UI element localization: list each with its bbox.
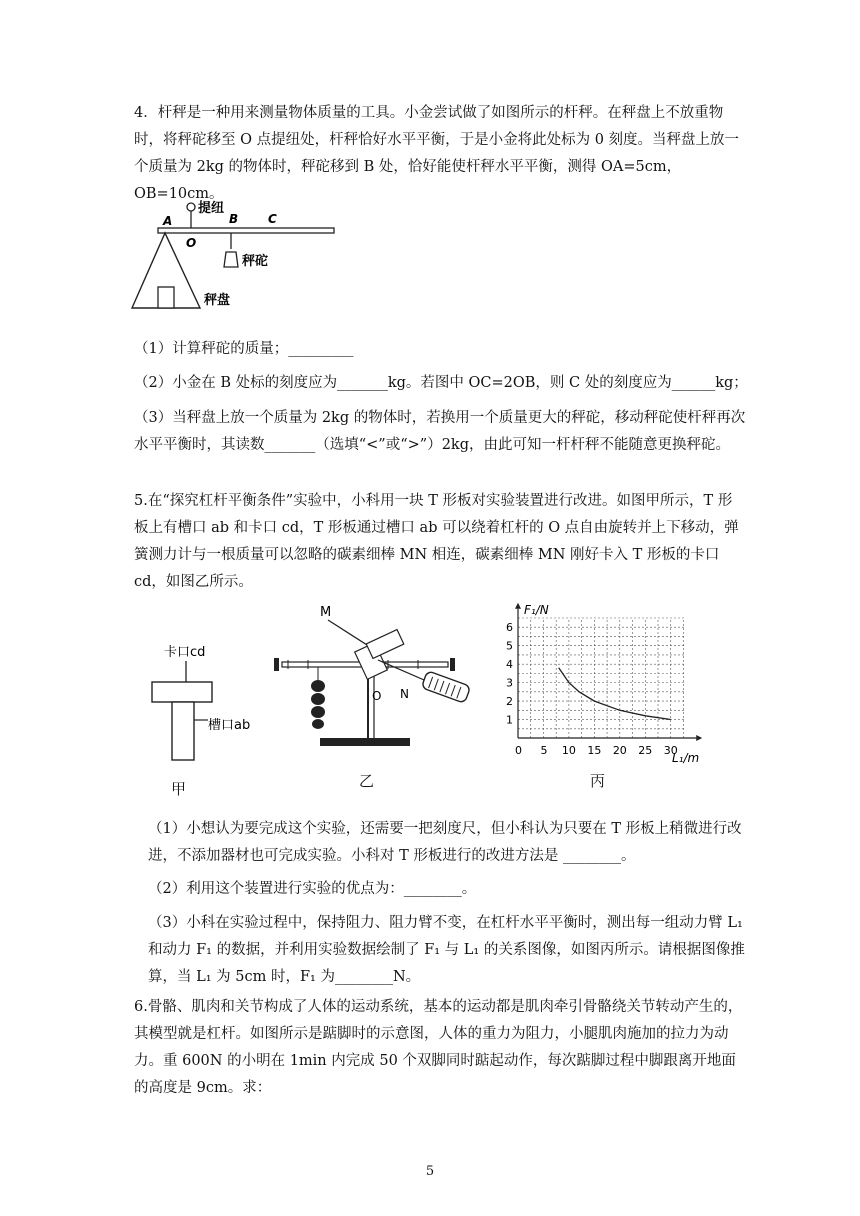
caption-jia: 甲 (171, 780, 187, 798)
label-C: C (268, 212, 277, 226)
chart-ylabel: F₁/N (524, 603, 549, 617)
chart-x-tick-label: 25 (638, 744, 653, 757)
chart-x-tick-label: 30 (663, 744, 678, 757)
label-caokou: 槽口ab (208, 718, 251, 733)
chart-y-arrow (515, 603, 521, 609)
chart-x-tick-label: 0 (515, 744, 522, 757)
chart-y-tick-label: 5 (506, 639, 513, 653)
caption-yi: 乙 (359, 772, 375, 790)
chart-series-line (559, 668, 671, 720)
label-chengtuo: 秤砣 (242, 254, 269, 269)
chart-y-tick-label: 1 (506, 713, 513, 727)
label-tizhu: 提纽 (198, 201, 225, 216)
q5-sub2: （2）利用这个装置进行实验的优点为：________。 (148, 881, 477, 897)
q4-sub3: （3）当秤盘上放一个质量为 2kg 的物体时，若换用一个质量更大的秤砣，移动秤砣使杆秤再次水平平衡时，其读数_______（选填“<”或“>”）2kg，由此可知一杆杆秤不能随意更换秤砣。 (134, 410, 746, 453)
chart-y-tick-label: 2 (506, 695, 513, 709)
steelyard-figure (128, 196, 340, 314)
lever-apparatus-figure (268, 600, 480, 760)
chart-x-tick-label: 5 (540, 744, 548, 757)
label-B: B (229, 212, 239, 226)
q4-stem: 4．杆秤是一种用来测量物体质量的工具。小金尝试做了如图所示的杆秤。在秤盘上不放重物时，将秤砣移至 O 点提纽处，杆秤恰好水平平衡，于是小金将此处标为 0 刻度。当秤盘上放一个质量为 2kg 的物体时，秤砣移到 B 处，恰好能使杆秤水平平衡，测得 OA=5cm，OB=10cm。 (134, 105, 740, 202)
label-A: A (163, 214, 173, 228)
label-kakou: 卡口cd (164, 645, 206, 660)
t-board-figure (146, 634, 266, 768)
label-chengpan: 秤盘 (204, 293, 231, 308)
label-N: N (400, 687, 409, 701)
page-number: 5 (425, 1164, 435, 1179)
q6-stem: 6.骨骼、肌肉和关节构成了人体的运动系统，基本的运动都是肌肉牵引骨骼绕关节转动产生的，其模型就是杠杆。如图所示是踮脚时的示意图，人体的重力为阻力，小腿肌肉施加的拉力为动力。重 600N 的小明在 1min 内完成 50 个双脚同时踮起动作，每次踮脚过程中脚跟离开地面的高度是 9cm。求： (134, 999, 743, 1096)
chart-x-arrow (696, 735, 702, 741)
label-O: O (186, 236, 197, 250)
f1-l1-chart (496, 600, 702, 770)
q4-sub1: （1）计算秤砣的质量；_________ (134, 341, 354, 357)
chart-x-tick-label: 10 (561, 744, 576, 757)
chart-xlabel: L₁/m (672, 751, 700, 765)
chart-x-tick-label: 20 (612, 744, 627, 757)
q5-stem: 5.在“探究杠杆平衡条件”实验中，小科用一块 T 形板对实验装置进行改进。如图甲所示，T 形板上有槽口 ab 和卡口 cd，T 形板通过槽口 ab 可以绕着杠杆的 O 点自由旋转并上下移动，弹簧测力计与一根质量可以忽略的碳素细棒 MN 相连，碳素细棒 MN 刚好卡入 T 形板的卡口 cd，如图乙所示。 (134, 493, 739, 590)
label-O-yi: O (372, 689, 382, 703)
q5-sub3: （3）小科在实验过程中，保持阻力、阻力臂不变，在杠杆水平平衡时，测出每一组动力臂 L₁ 和动力 F₁ 的数据，并利用实验数据绘制了 F₁ 与 L₁ 的关系图像，如图丙所示。请根据图像推算，当 L₁ 为 5cm 时，F₁ 为________N。 (148, 915, 745, 985)
caption-bing: 丙 (590, 772, 606, 790)
q4-sub2: （2）小金在 B 处标的刻度应为_______kg。若图中 OC=2OB，则 C 处的刻度应为______kg； (134, 375, 748, 391)
chart-y-tick-label: 3 (506, 676, 513, 690)
chart-y-tick-label: 6 (506, 621, 513, 635)
chart-x-tick-label: 15 (587, 744, 602, 757)
label-M: M (320, 605, 332, 620)
chart-y-tick-label: 4 (506, 658, 513, 672)
q5-sub1: （1）小想认为要完成这个实验，还需要一把刻度尺，但小科认为只要在 T 形板上稍微进行改进，不添加器材也可完成实验。小科对 T 形板进行的改进方法是 ________。 (148, 821, 742, 864)
